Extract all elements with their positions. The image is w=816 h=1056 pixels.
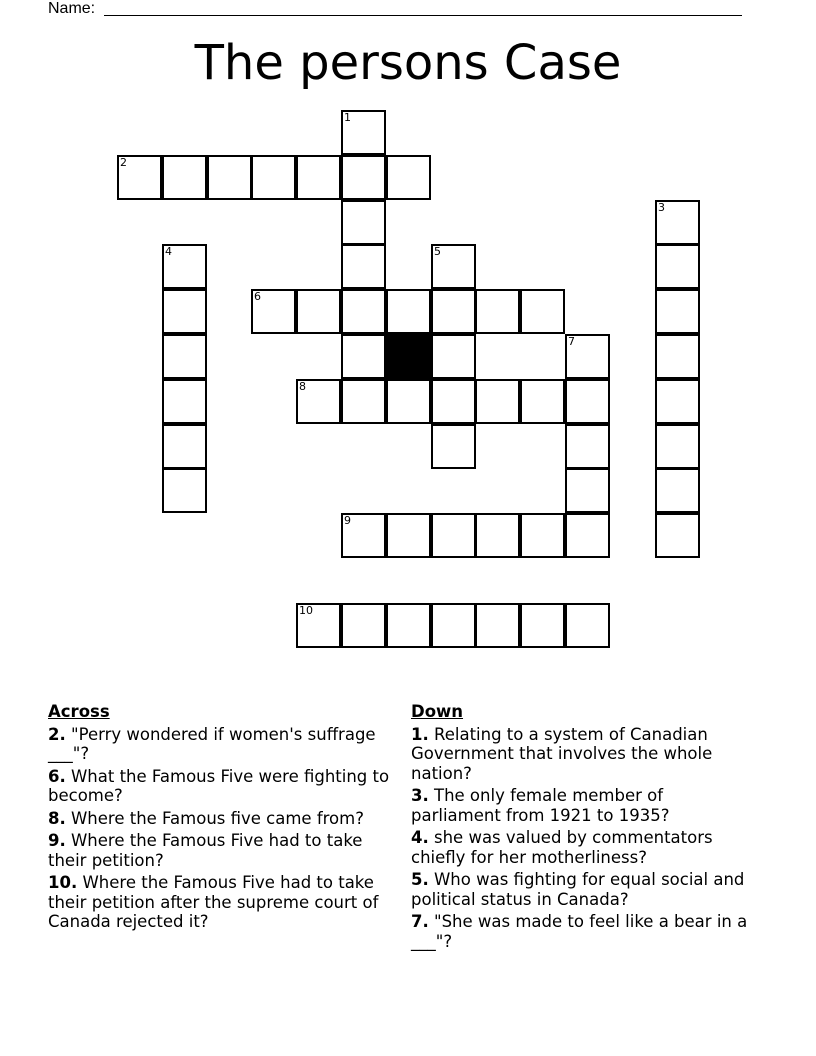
crossword-cell[interactable] (296, 155, 341, 200)
crossword-cell[interactable] (431, 603, 476, 648)
black-square (386, 334, 431, 379)
down-heading: Down (411, 702, 464, 721)
crossword-cell[interactable] (475, 289, 520, 334)
across-clue (48, 767, 393, 806)
cell-number: 2 (120, 156, 127, 169)
crossword-cell[interactable] (162, 468, 207, 513)
cell-number: 1 (344, 111, 351, 124)
crossword-cell[interactable] (655, 334, 700, 379)
clue-text: "She was made to feel like a bear in a ___"? (411, 912, 748, 951)
crossword-cell[interactable] (475, 513, 520, 558)
across-clue (48, 873, 393, 932)
cell-number: 10 (299, 604, 313, 617)
down-clue (411, 912, 756, 951)
crossword-cell[interactable] (296, 379, 341, 424)
page-title: The persons Case (194, 35, 622, 91)
clue-text: Who was fighting for equal social and political status in Canada? (411, 870, 745, 909)
crossword-cell[interactable] (565, 379, 610, 424)
crossword-cell[interactable] (162, 289, 207, 334)
across-clue (48, 831, 393, 870)
crossword-cell[interactable] (296, 603, 341, 648)
crossword-cell[interactable] (162, 424, 207, 469)
down-clue (411, 725, 756, 784)
across-heading: Across (48, 702, 110, 721)
clue-number: 6. (48, 766, 66, 786)
crossword-cell[interactable] (341, 379, 386, 424)
crossword-cell[interactable] (565, 513, 610, 558)
crossword-cell[interactable] (431, 513, 476, 558)
crossword-cell[interactable] (162, 244, 207, 289)
clue-number: 10. (48, 873, 78, 892)
crossword-cell[interactable] (655, 244, 700, 289)
clue-text: Relating to a system of Canadian Government that involves the whole nation? (411, 724, 713, 783)
crossword-cell[interactable] (341, 334, 386, 379)
crossword-cell[interactable] (655, 513, 700, 558)
down-clue (411, 870, 756, 909)
across-clue (48, 725, 393, 764)
crossword-cell[interactable] (565, 603, 610, 648)
crossword-cell[interactable] (386, 603, 431, 648)
cell-number: 7 (568, 335, 575, 348)
crossword-cell[interactable] (431, 379, 476, 424)
cell-number: 5 (434, 245, 441, 258)
crossword-cell[interactable] (341, 110, 386, 155)
crossword-cell[interactable] (341, 200, 386, 245)
crossword-cell[interactable] (565, 468, 610, 513)
clue-number: 3. (411, 786, 429, 805)
crossword-cell[interactable] (386, 155, 431, 200)
crossword-cell[interactable] (341, 513, 386, 558)
crossword-cell[interactable] (431, 244, 476, 289)
clue-text: she was valued by commentators chiefly for her motherliness? (411, 828, 713, 867)
name-label: Name: (48, 0, 96, 17)
cell-number: 8 (299, 380, 306, 393)
crossword-cell[interactable] (520, 289, 565, 334)
crossword-cell[interactable] (655, 468, 700, 513)
clue-number: 7. (411, 912, 429, 931)
clue-text: "Perry wondered if women's suffrage ___"? (48, 724, 376, 763)
down-clues (411, 702, 756, 954)
crossword-cell[interactable] (655, 200, 700, 245)
across-clue (48, 809, 393, 829)
crossword-cell[interactable] (520, 603, 565, 648)
crossword-cell[interactable] (341, 603, 386, 648)
crossword-cell[interactable] (251, 289, 296, 334)
clue-number: 4. (411, 828, 429, 847)
crossword-cell[interactable] (565, 424, 610, 469)
crossword-cell[interactable] (431, 424, 476, 469)
across-clues (48, 702, 393, 935)
crossword-cell[interactable] (117, 155, 162, 200)
cell-number: 3 (658, 201, 665, 214)
crossword-cell[interactable] (386, 379, 431, 424)
crossword-cell[interactable] (475, 603, 520, 648)
crossword-cell[interactable] (162, 379, 207, 424)
cell-number: 9 (344, 514, 351, 527)
crossword-cell[interactable] (655, 379, 700, 424)
down-clue (411, 828, 756, 867)
crossword-cell[interactable] (655, 424, 700, 469)
cell-number: 4 (165, 245, 172, 258)
crossword-cell[interactable] (431, 334, 476, 379)
clue-number: 1. (411, 724, 429, 744)
crossword-cell[interactable] (341, 289, 386, 334)
clue-number: 5. (411, 870, 429, 889)
clue-text: Where the Famous five came from? (65, 808, 364, 828)
crossword-cell[interactable] (431, 289, 476, 334)
crossword-cell[interactable] (386, 289, 431, 334)
clue-number: 2. (48, 724, 66, 744)
clue-number: 9. (48, 831, 66, 850)
crossword-cell[interactable] (251, 155, 296, 200)
crossword-cell[interactable] (520, 513, 565, 558)
clue-text: What the Famous Five were fighting to become? (48, 766, 390, 805)
crossword-cell[interactable] (296, 289, 341, 334)
cell-number: 6 (254, 290, 261, 303)
crossword-cell[interactable] (162, 334, 207, 379)
clue-text: Where the Famous Five had to take their petition after the supreme court of Canada rejected it? (48, 873, 379, 931)
crossword-cell[interactable] (520, 379, 565, 424)
crossword-cell[interactable] (655, 289, 700, 334)
crossword-cell[interactable] (341, 155, 386, 200)
clue-text: The only female member of parliament from 1921 to 1935? (411, 786, 670, 825)
crossword-cell[interactable] (475, 379, 520, 424)
crossword-cell[interactable] (207, 155, 252, 200)
crossword-cell[interactable] (162, 155, 207, 200)
crossword-cell[interactable] (341, 244, 386, 289)
clue-text: Where the Famous Five had to take their petition? (48, 831, 363, 870)
crossword-cell[interactable] (386, 513, 431, 558)
clue-number: 8. (48, 808, 66, 828)
crossword-cell[interactable] (565, 334, 610, 379)
down-clue (411, 786, 756, 825)
